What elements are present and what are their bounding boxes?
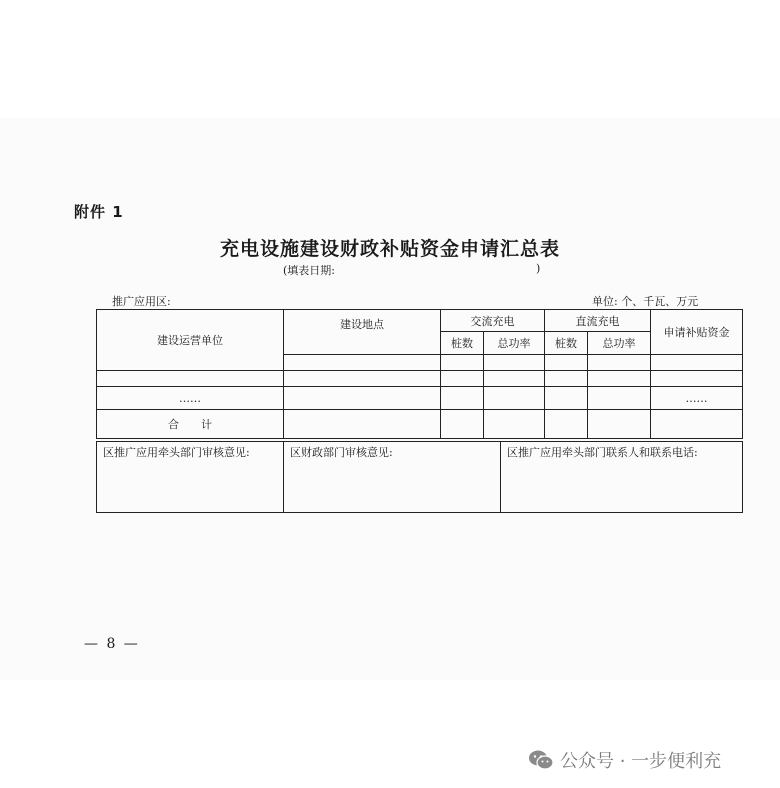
summary-table [96, 309, 743, 439]
region-label: 推广应用区: [112, 295, 171, 308]
table-cell [545, 355, 588, 371]
total-label: 合 计 [97, 410, 284, 439]
table-cell [588, 355, 651, 371]
header-dc: 直流充电 [545, 310, 651, 332]
table-cell [651, 355, 743, 371]
table-cell [588, 371, 651, 387]
wechat-icon [528, 749, 554, 771]
table-cell [484, 371, 545, 387]
header-ac-total-power: 总功率 [484, 332, 545, 355]
ellipsis-cell: …… [651, 387, 743, 410]
table-cell [484, 355, 545, 371]
fill-date-label: (填表日期: [283, 264, 335, 277]
header-ac-pile-count: 桩数 [441, 332, 484, 355]
form-title: 充电设施建设财政补贴资金申请汇总表 [219, 238, 560, 260]
header-row [97, 310, 743, 332]
page-number: — 8 — [84, 636, 140, 652]
table-cell [484, 410, 545, 439]
unit-label: 单位: 个、千瓦、万元 [592, 295, 699, 308]
header-subsidy: 申请补贴资金 [651, 310, 743, 355]
table-cell [588, 387, 651, 410]
table-cell [284, 355, 441, 371]
table-cell [651, 371, 743, 387]
attachment-label: 附件 1 [74, 203, 124, 221]
ellipsis-cell: …… [97, 387, 284, 410]
table-cell [441, 387, 484, 410]
header-operator: 建设运营单位 [97, 310, 284, 371]
finance-department-opinion: 区财政部门审核意见: [284, 442, 501, 513]
opinions-table [96, 441, 743, 513]
total-row [97, 410, 743, 439]
table-cell [441, 355, 484, 371]
ellipsis-row [97, 387, 743, 410]
watermark-text: 公众号 · 一步便利充 [560, 751, 722, 772]
table-cell [441, 371, 484, 387]
table-cell [441, 410, 484, 439]
table-cell [545, 410, 588, 439]
table-cell [284, 410, 441, 439]
lead-department-opinion: 区推广应用牵头部门审核意见: [97, 442, 284, 513]
contact-info: 区推广应用牵头部门联系人和联系电话: [501, 442, 743, 513]
table-cell [97, 371, 284, 387]
header-dc-total-power: 总功率 [588, 332, 651, 355]
table-cell [545, 371, 588, 387]
table-cell [588, 410, 651, 439]
table-cell [651, 410, 743, 439]
table-cell [545, 387, 588, 410]
watermark [528, 747, 721, 773]
table-row [97, 371, 743, 387]
header-location: 建设地点 [284, 310, 441, 355]
table-cell [284, 387, 441, 410]
header-dc-pile-count: 桩数 [545, 332, 588, 355]
table-cell [284, 371, 441, 387]
table-cell [484, 387, 545, 410]
fill-date-close-paren: ) [536, 262, 541, 275]
header-ac: 交流充电 [441, 310, 545, 332]
opinions-row [97, 442, 743, 513]
